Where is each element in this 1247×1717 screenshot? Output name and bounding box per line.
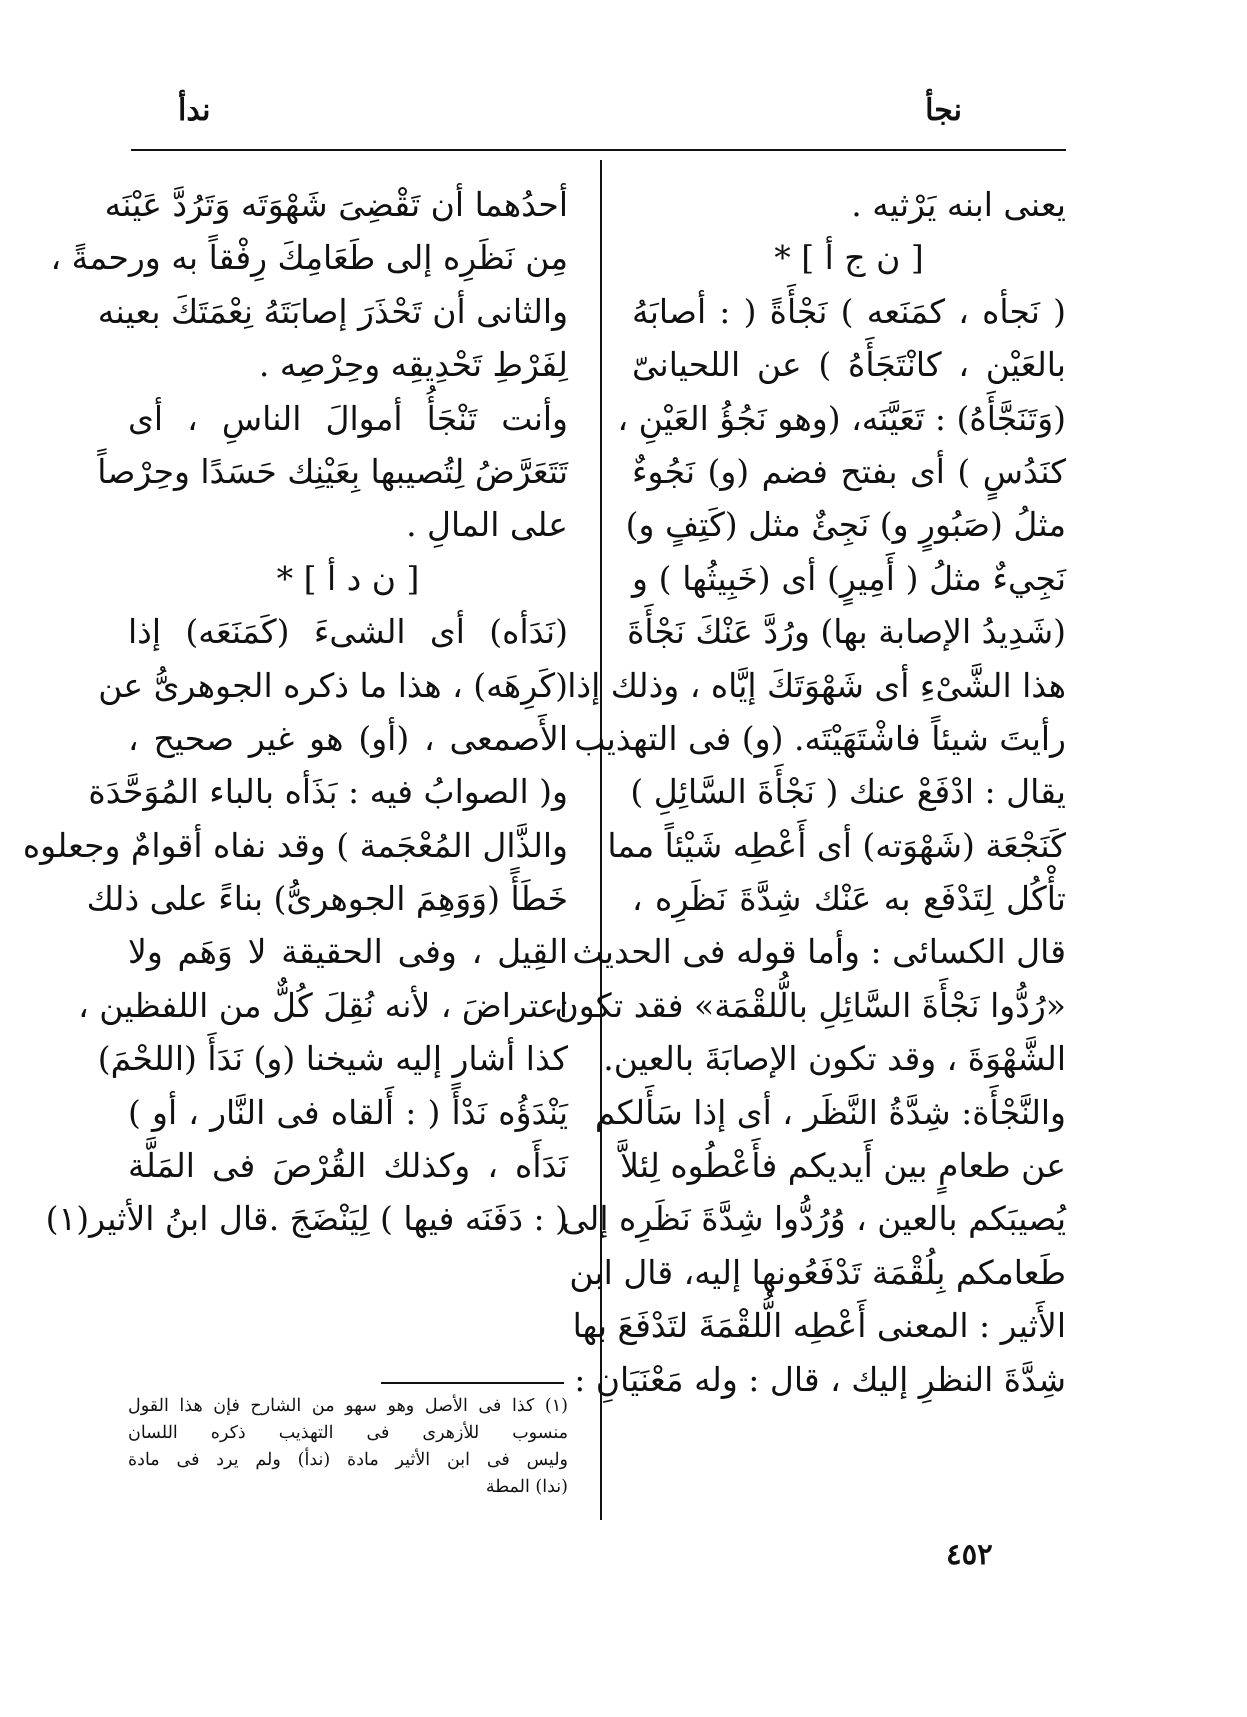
- text-line: طَعامكم بِلُقْمَة تَدْفَعُونها إليه، قال ابن: [569, 1252, 1066, 1292]
- footnote-rule: [381, 1382, 564, 1384]
- text-line: كنَدُسٍ ) أى بفتح فضم (و) نَجُوءٌ: [632, 451, 1066, 491]
- text-line: نَدَأَه ، وكذلك القُرْصَ فى المَلَّة: [128, 1146, 568, 1186]
- footnote-line: وليس فى ابن الأثير مادة (ندأ) ولم يرد فى مادة: [128, 1450, 568, 1470]
- text-line: (شَدِيدُ الإصابة بها) ورُدَّ عَنْكَ نَجْأَةَ: [627, 612, 1066, 652]
- right-column: [554, 178, 1066, 1406]
- text-line: (كَرِهَه) ، هذا ما ذكره الجوهرىُّ عن: [98, 665, 568, 705]
- footnote: [128, 1393, 568, 1501]
- text-line: شِدَّةَ النظرِ إليك ، قال : وله مَعْنَيَانِ :: [574, 1359, 1066, 1399]
- text-line: القِيل ، وفى الحقيقة لا وَهَم ولا: [128, 932, 568, 972]
- text-line: (نَدَأه) أى الشىءَ (كَمَنَعَه) إذا: [128, 612, 568, 652]
- text-line: الأَصمعى ، (أو) هو غير صحيح ،: [128, 718, 568, 758]
- text-line: و( الصوابُ فيه : بَذَأه بالباء المُوَحَّدَة: [88, 772, 568, 812]
- text-line: أحدُهما أن تَقْضِىَ شَهْوَتَه وَتَرُدَّ عَيْنَه: [104, 185, 568, 224]
- text-line: هذا الشَّىْءِ أى شَهْوَتَكَ إيَّاه ، وذلك إذا: [567, 665, 1066, 705]
- text-line: [ ن ج أ ] *: [774, 238, 924, 278]
- page-number: ٤٥٢: [946, 1537, 993, 1571]
- text-line: مثلُ (صَبُورٍ و) نَجِئٌ مثل (كَتِفٍ و): [625, 505, 1066, 545]
- text-line: على المالِ .: [406, 505, 568, 545]
- text-line: وأنت تَنْجَأُ أموالَ الناسِ ، أى: [128, 398, 568, 438]
- text-line: عن طعامٍ بين أَيديكم فأَعْطُوه لِئلاَّ: [620, 1146, 1066, 1186]
- text-line: والثانى أن تَحْذَرَ إصابَتَهُ نِعْمَتَكَ بعينه: [97, 291, 568, 331]
- text-line: مِن نَظَرِه إلى طَعَامِكَ رِفْقاً به ورحمةً ،: [50, 238, 568, 278]
- text-line: خَطَأً (وَوَهِمَ الجوهرىُّ) بناءً على ذلك: [86, 879, 568, 919]
- left-column: [22, 178, 568, 1246]
- text-line: تَتَعَرَّضُ لِتُصيبها بِعَيْنِك حَسَدًا وحِرْصاً: [97, 451, 568, 491]
- text-line: تأْكُل لِتَدْفَع به عَنْك شِدَّةَ نَظَرِه ،: [632, 879, 1066, 919]
- footnote-line: منسوب للأزهرى فى التهذيب ذكره اللسان: [128, 1423, 568, 1443]
- text-line: [ ن د أ ] *: [276, 558, 420, 598]
- footnote-line: (١) كذا فى الأصل وهو سهو من الشارح فإن هذا القول: [128, 1396, 568, 1416]
- text-line: ( : دَفَنَه فيها ) لِيَنْضَجَ .قال ابنُ الأثير(١): [45, 1199, 568, 1239]
- header-left-word: ندأ: [178, 93, 211, 128]
- text-line: نَجِيءٌ مثلُ ( أَمِيرٍ) أى (خَبِيثُها ) و: [632, 558, 1066, 598]
- header-right-word: نجأ: [925, 93, 962, 128]
- text-line: بالعَيْن ، كانْتَجَأَهُ ) عن اللحيانىّ: [632, 345, 1066, 385]
- text-line: يعنى ابنه يَرْثيه .: [851, 185, 1066, 224]
- text-line: كذا أشار إليه شيخنا (و) نَدَأَ (اللحْمَ): [97, 1039, 568, 1079]
- text-line: ( نَجأه ، كمَنَعه ) نَجْأَةً ( : أصابَهُ: [632, 291, 1066, 331]
- text-line: يَنْدَؤُه نَدْأً ( : أَلقاه فى النَّار ، أو ): [128, 1092, 568, 1132]
- text-line: يُصيبَكم بالعين ، وُرُدُّوا شِدَّةَ نَظَرِه إلى: [561, 1199, 1066, 1239]
- footnote-line: (ندا) المطة: [485, 1477, 568, 1497]
- text-line: «رُدُّوا نَجْأَةَ السَّائِلِ بالُّلقْمَة» فقد تكون: [554, 985, 1066, 1025]
- text-line: (وَتَنَجَّأَهُ) : تَعَيَّنَه، (وهو نَجُؤُ العَيْنِ ،: [617, 398, 1066, 438]
- text-line: كَنَجْعَة (شَهْوَته) أى أَعْطِه شَيْئاً مما: [607, 825, 1066, 865]
- text-line: يقال : ادْفَعْ عنك ( نَجْأَةَ السَّائِلِ ): [630, 772, 1066, 812]
- text-line: رأيتَ شيئاً فاشْتَهَيْتَه. (و) فى التهذيب: [574, 718, 1066, 758]
- text-line: والنَّجْأَة: شِدَّةُ النَّظَر ، أى إذا سَأَلكم: [594, 1092, 1066, 1132]
- header-rule: [131, 149, 1066, 151]
- text-line: لِفَرْطِ تَحْدِيقِه وحِرْصِه .: [258, 345, 568, 385]
- text-line: قال الكسائى : وأما قوله فى الحديث: [572, 932, 1066, 972]
- text-line: والذَّال المُعْجَمة ) وقد نفاه أقوامٌ وجعلوه: [22, 825, 568, 865]
- text-line: الشَّهْوَةَ ، وقد تكون الإصابَةَ بالعين.: [603, 1039, 1066, 1079]
- text-line: اعتراضَ ، لأنه نُقِلَ كُلٌّ من اللفظين ،: [78, 985, 568, 1025]
- text-line: الأَثير : المعنى أَعْطِه الُّلقْمَةَ لتَدْفَعَ بها: [572, 1306, 1066, 1346]
